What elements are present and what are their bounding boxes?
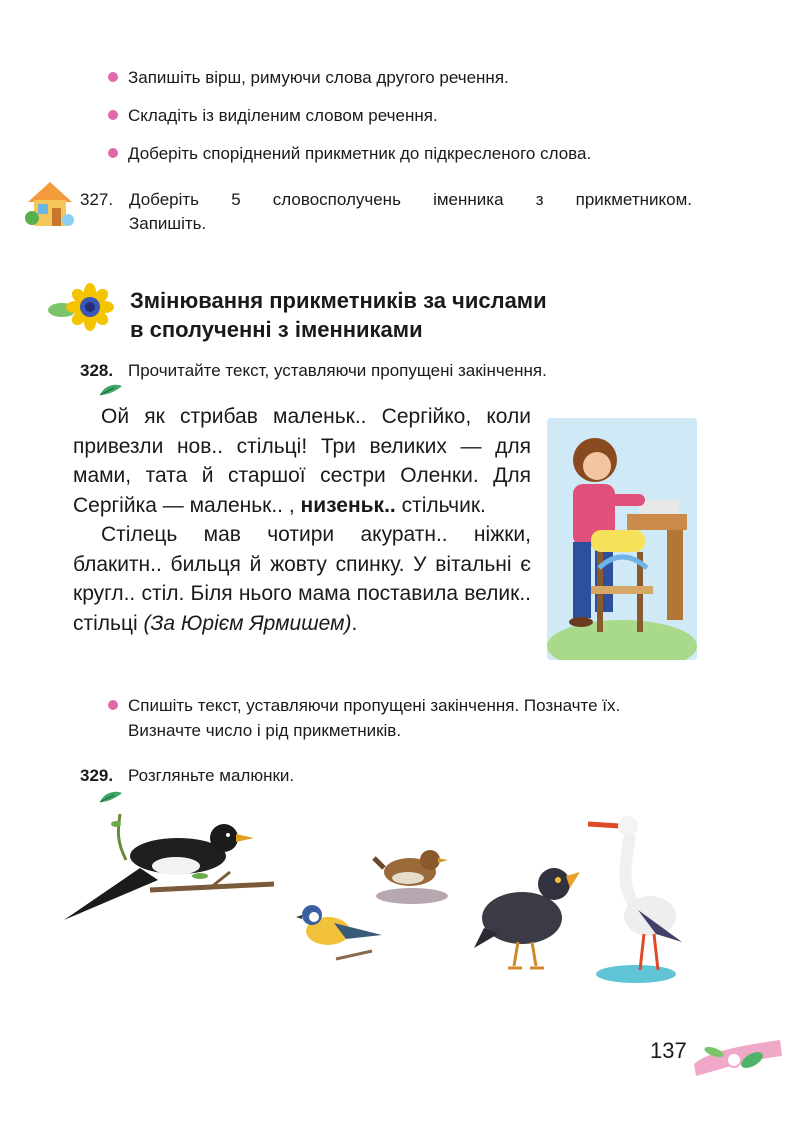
bullet-text: Складіть із виділеним словом речення.	[128, 106, 438, 125]
story-p2-text: Стілець мав чотири акуратн.. ніжки, блакитн.. бильця й жовту спинку. У вітальні є кругл.. стіл. Біля нього мама поставила велик.. стільці	[73, 523, 531, 635]
bullet-text: Запишіть вірш, римуючи слова другого речення.	[128, 68, 509, 87]
section-title-line2: в сполученні з іменниками	[130, 317, 423, 342]
scroll-decoration	[688, 1030, 788, 1080]
leaf-icon	[98, 383, 124, 397]
exercise-328-instruction: Прочитайте текст, уставляючи пропущені закінчення.	[128, 361, 547, 380]
exercise-327-line1: Доберіть 5 словосполучень іменника з прикметником.	[129, 190, 692, 209]
story-text	[73, 402, 531, 638]
story-paragraph-1	[73, 402, 531, 520]
house-icon	[24, 178, 76, 230]
bullet-text: Доберіть споріднений прикметник до підкресленого слова.	[128, 144, 592, 163]
sparrow-illustration	[372, 828, 452, 908]
section-title-line1: Змінювання прикметників за числами	[130, 288, 547, 313]
exercise-329-number: 329.	[80, 766, 114, 785]
magpie-illustration	[60, 810, 280, 930]
page-number: 137	[650, 1038, 687, 1063]
stork-illustration	[586, 810, 686, 984]
bullet-dot	[108, 700, 118, 710]
story-p2-end: .	[351, 611, 358, 635]
bullet-dot	[108, 148, 118, 158]
story-author: (За Юрієм Ярмишем)	[143, 611, 352, 635]
leaf-icon	[98, 790, 124, 804]
exercise-328-task: Спишіть текст, уставляючи пропущені закінчення. Позначте їх. Визначте число і рід прикметників.	[128, 696, 621, 740]
boy-with-chair-illustration	[547, 418, 697, 660]
section-title	[130, 286, 547, 344]
exercise-329-instruction: Розгляньте малюнки.	[128, 766, 295, 785]
story-p1-text: Ой як стрибав маленьк.. Сергійко, коли привезли нов.. стільці! Три великих — для мами, тата й старшої сестри Оленки. Для Сергійка — маленьк.. ,	[73, 405, 531, 517]
story-p1-end: стільчик.	[395, 493, 486, 517]
exercise-327-line2: Запишіть.	[129, 214, 207, 233]
bold-word: низеньк..	[300, 493, 396, 517]
story-paragraph-2	[73, 520, 531, 638]
crow-illustration	[474, 858, 580, 978]
exercise-327-number: 327.	[80, 190, 114, 209]
bullet-dot	[108, 110, 118, 120]
sunflower-icon	[46, 282, 122, 332]
bullet-dot	[108, 72, 118, 82]
exercise-328-number: 328.	[80, 361, 114, 380]
